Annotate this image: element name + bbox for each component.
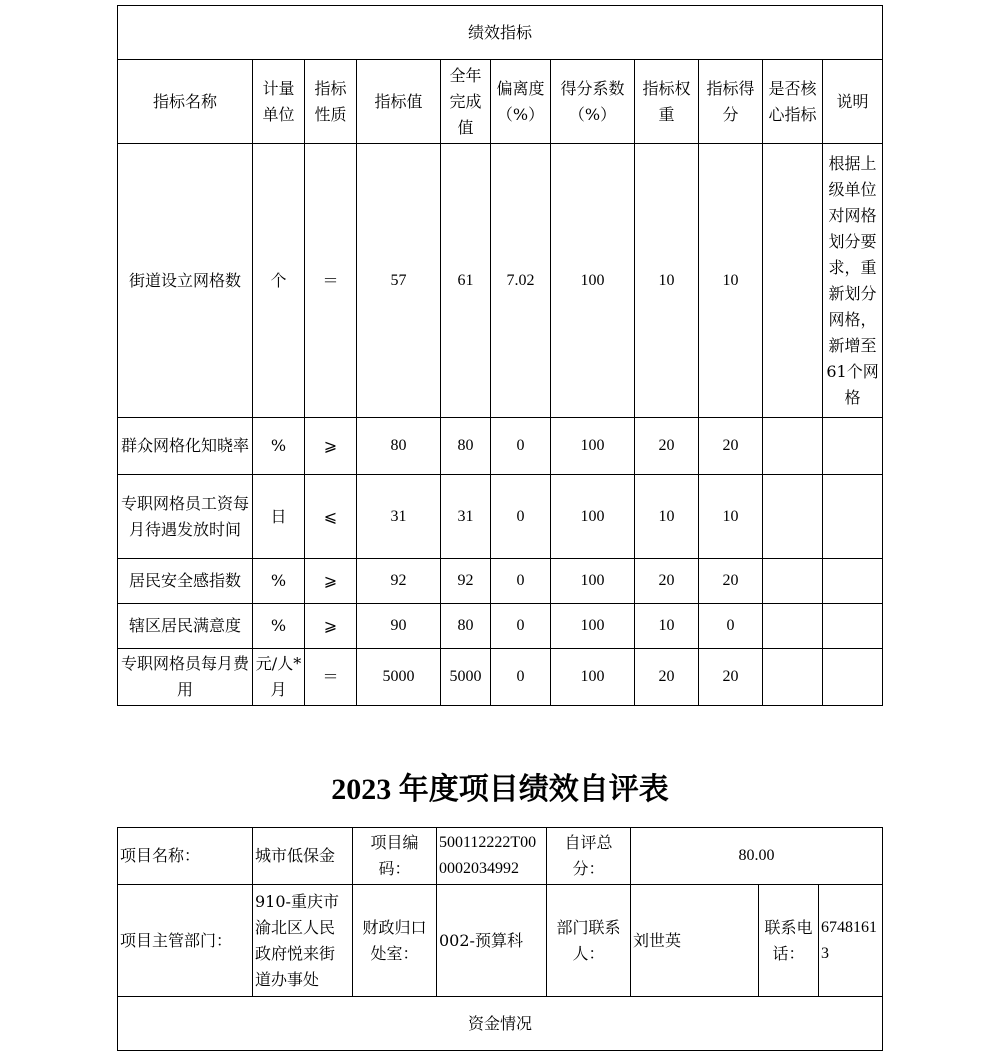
project-code-label: 项目编码： bbox=[353, 828, 437, 885]
cell-core bbox=[763, 418, 823, 475]
header-is-core: 是否核心指标 bbox=[763, 60, 823, 144]
cell-weight: 20 bbox=[635, 649, 699, 706]
cell-score: 10 bbox=[699, 144, 763, 418]
cell-nature: ⩾ bbox=[305, 559, 357, 604]
cell-deviation: 0 bbox=[491, 649, 551, 706]
table-row bbox=[118, 144, 883, 418]
header-weight: 指标权重 bbox=[635, 60, 699, 144]
cell-deviation: 0 bbox=[491, 418, 551, 475]
cell-nature: ＝ bbox=[305, 649, 357, 706]
header-nature: 指标性质 bbox=[305, 60, 357, 144]
cell-coefficient: 100 bbox=[551, 144, 635, 418]
cell-weight: 10 bbox=[635, 144, 699, 418]
cell-deviation: 0 bbox=[491, 559, 551, 604]
page-title: 2023 年度项目绩效自评表 bbox=[331, 773, 669, 806]
cell-weight: 10 bbox=[635, 475, 699, 559]
header-score-coefficient: 得分系数（%） bbox=[551, 60, 635, 144]
cell-core bbox=[763, 604, 823, 649]
cell-actual: 80 bbox=[441, 418, 491, 475]
section-title-performance: 绩效指标 bbox=[118, 6, 883, 60]
cell-core bbox=[763, 649, 823, 706]
cell-actual: 5000 bbox=[441, 649, 491, 706]
cell-note bbox=[823, 649, 883, 706]
cell-name: 专职网格员每月费用 bbox=[118, 649, 253, 706]
table-row bbox=[118, 475, 883, 559]
cell-nature: ⩾ bbox=[305, 418, 357, 475]
cell-core bbox=[763, 559, 823, 604]
cell-deviation: 0 bbox=[491, 475, 551, 559]
phone-value: 67481613 bbox=[819, 885, 883, 997]
table-row bbox=[118, 604, 883, 649]
cell-note bbox=[823, 475, 883, 559]
self-score-label: 自评总分： bbox=[547, 828, 631, 885]
cell-coefficient: 100 bbox=[551, 604, 635, 649]
cell-weight: 20 bbox=[635, 559, 699, 604]
cell-target: 5000 bbox=[357, 649, 441, 706]
cell-note bbox=[823, 418, 883, 475]
cell-name: 专职网格员工资每月待遇发放时间 bbox=[118, 475, 253, 559]
cell-coefficient: 100 bbox=[551, 649, 635, 706]
cell-score: 10 bbox=[699, 475, 763, 559]
header-actual-value: 全年完成值 bbox=[441, 60, 491, 144]
cell-name: 街道设立网格数 bbox=[118, 144, 253, 418]
cell-target: 31 bbox=[357, 475, 441, 559]
cell-actual: 61 bbox=[441, 144, 491, 418]
cell-weight: 20 bbox=[635, 418, 699, 475]
cell-weight: 10 bbox=[635, 604, 699, 649]
contact-value: 刘世英 bbox=[631, 885, 759, 997]
cell-score: 20 bbox=[699, 649, 763, 706]
department-value: 910-重庆市渝北区人民政府悦来街道办事处 bbox=[253, 885, 353, 997]
cell-target: 57 bbox=[357, 144, 441, 418]
project-name-label: 项目名称： bbox=[118, 828, 253, 885]
cell-deviation: 0 bbox=[491, 604, 551, 649]
cell-coefficient: 100 bbox=[551, 418, 635, 475]
header-indicator-name: 指标名称 bbox=[118, 60, 253, 144]
project-name-value: 城市低保金 bbox=[253, 828, 353, 885]
table-row bbox=[118, 649, 883, 706]
cell-name: 辖区居民满意度 bbox=[118, 604, 253, 649]
cell-deviation: 7.02 bbox=[491, 144, 551, 418]
cell-core bbox=[763, 144, 823, 418]
project-info-table bbox=[117, 827, 883, 1051]
cell-actual: 92 bbox=[441, 559, 491, 604]
cell-core bbox=[763, 475, 823, 559]
cell-unit: % bbox=[253, 418, 305, 475]
cell-actual: 80 bbox=[441, 604, 491, 649]
section-title-funds: 资金情况 bbox=[118, 997, 883, 1051]
cell-name: 群众网格化知晓率 bbox=[118, 418, 253, 475]
cell-coefficient: 100 bbox=[551, 475, 635, 559]
department-label: 项目主管部门： bbox=[118, 885, 253, 997]
cell-unit: 元/人*月 bbox=[253, 649, 305, 706]
table-row bbox=[118, 559, 883, 604]
cell-unit: 个 bbox=[253, 144, 305, 418]
cell-target: 80 bbox=[357, 418, 441, 475]
header-target-value: 指标值 bbox=[357, 60, 441, 144]
cell-score: 20 bbox=[699, 418, 763, 475]
header-score: 指标得分 bbox=[699, 60, 763, 144]
cell-note bbox=[823, 604, 883, 649]
cell-note bbox=[823, 559, 883, 604]
performance-indicator-table bbox=[117, 5, 883, 706]
cell-note: 根据上级单位对网格划分要求，重新划分网格，新增至61个网格 bbox=[823, 144, 883, 418]
cell-score: 20 bbox=[699, 559, 763, 604]
header-row bbox=[118, 60, 883, 144]
header-note: 说明 bbox=[823, 60, 883, 144]
project-code-value: 500112222T000002034992 bbox=[437, 828, 547, 885]
cell-unit: % bbox=[253, 604, 305, 649]
cell-actual: 31 bbox=[441, 475, 491, 559]
cell-unit: 日 bbox=[253, 475, 305, 559]
cell-name: 居民安全感指数 bbox=[118, 559, 253, 604]
phone-label: 联系电话： bbox=[759, 885, 819, 997]
finance-office-label: 财政归口处室： bbox=[353, 885, 437, 997]
cell-nature: ⩾ bbox=[305, 604, 357, 649]
finance-office-value: 002-预算科 bbox=[437, 885, 547, 997]
cell-target: 92 bbox=[357, 559, 441, 604]
cell-target: 90 bbox=[357, 604, 441, 649]
cell-unit: % bbox=[253, 559, 305, 604]
header-unit: 计量单位 bbox=[253, 60, 305, 144]
cell-coefficient: 100 bbox=[551, 559, 635, 604]
self-score-value: 80.00 bbox=[631, 828, 883, 885]
contact-label: 部门联系人： bbox=[547, 885, 631, 997]
header-deviation: 偏离度（%） bbox=[491, 60, 551, 144]
cell-nature: ＝ bbox=[305, 144, 357, 418]
cell-nature: ⩽ bbox=[305, 475, 357, 559]
table-row bbox=[118, 418, 883, 475]
cell-score: 0 bbox=[699, 604, 763, 649]
